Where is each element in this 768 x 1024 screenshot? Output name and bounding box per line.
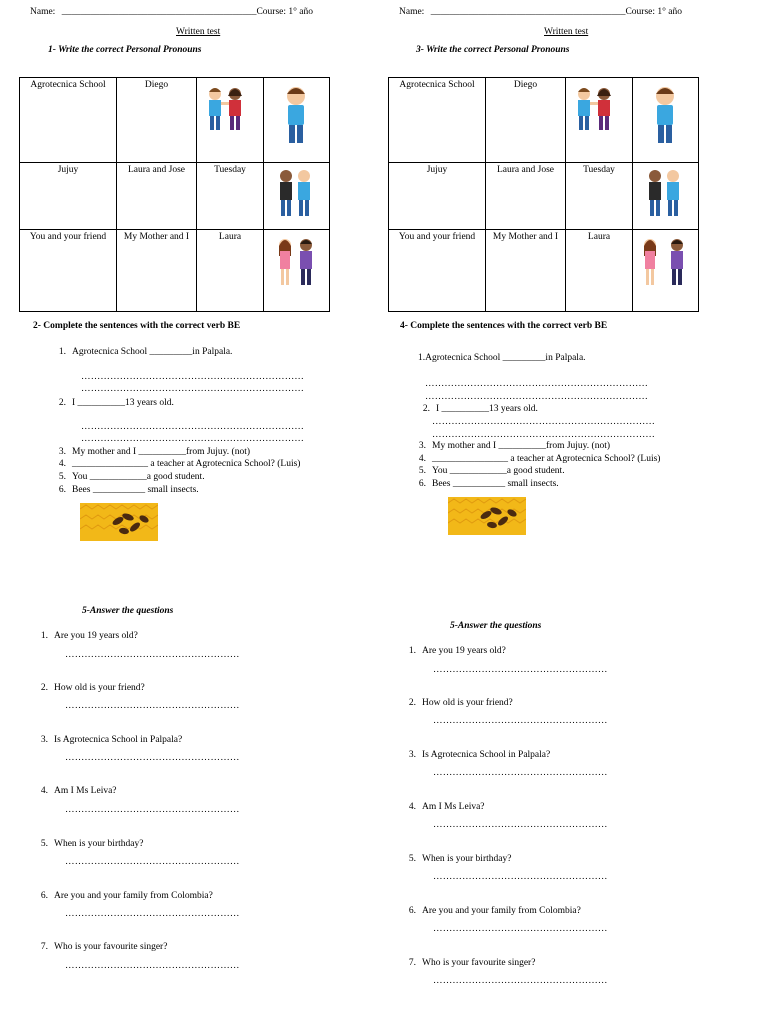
answer-line: …………………………………………………………… <box>425 392 649 402</box>
list-item: 1. Are you 19 years old? <box>408 646 506 656</box>
list-item: 6. Are you and your family from Colombia? <box>40 891 213 901</box>
answer-line: …………………………………………………………… <box>432 430 656 440</box>
boy-picture <box>264 78 330 163</box>
two-boys-picture <box>633 163 699 230</box>
bees-honeycomb-picture <box>80 503 158 541</box>
answer-line: …………………………………………………………… <box>425 379 649 389</box>
boy-picture <box>633 78 699 163</box>
list-item: 3. Is Agrotecnica School in Palpala? <box>40 735 183 745</box>
list-item: 4. Am I Ms Leiva? <box>40 786 117 796</box>
answer-line: ……………………………………………… <box>65 805 240 815</box>
table-cell: Agrotecnica School <box>389 78 486 163</box>
answer-line: …………………………………………………………… <box>81 434 305 444</box>
section4-heading: 4- Complete the sentences with the correct verb BE <box>400 321 608 331</box>
list-item: 3. Is Agrotecnica School in Palpala? <box>408 750 551 760</box>
table-cell: Jujuy <box>20 163 117 230</box>
bees-honeycomb-picture <box>448 497 526 535</box>
pointing-kids-picture <box>197 78 264 163</box>
answer-line: ……………………………………………… <box>65 857 240 867</box>
name-line: _________________________________________ <box>61 7 257 17</box>
list-item: 3. My mother and I __________from Jujuy. (not) <box>418 441 611 451</box>
list-item: 5. You ____________a good student. <box>58 472 205 482</box>
list-item: 5. When is your birthday? <box>408 854 512 864</box>
name-line: _________________________________________ <box>430 7 626 17</box>
table-cell: Laura <box>566 230 633 312</box>
name-row <box>30 7 313 18</box>
answer-line: ……………………………………………… <box>433 716 608 726</box>
answer-line: ……………………………………………… <box>65 753 240 763</box>
answer-line: ……………………………………………… <box>433 665 608 675</box>
list-item: 5. You ____________a good student. <box>418 466 565 476</box>
list-item: 5. When is your birthday? <box>40 839 144 849</box>
list-item: 7. Who is your favourite singer? <box>40 942 168 952</box>
list-item: 3. My mother and I __________from Jujuy. (not) <box>58 447 251 457</box>
course-label: Course: 1° año <box>625 7 683 17</box>
list-item: 2. I __________13 years old. <box>58 398 174 408</box>
section1-heading: 1- Write the correct Personal Pronouns <box>48 45 202 55</box>
table-cell: Tuesday <box>197 163 264 230</box>
answer-line: …………………………………………………………… <box>432 417 656 427</box>
answer-line: …………………………………………………………… <box>81 372 305 382</box>
table-cell: Agrotecnica School <box>20 78 117 163</box>
table-cell: Laura and Jose <box>117 163 197 230</box>
table-cell: Tuesday <box>566 163 633 230</box>
list-item: 4. ________________ a teacher at Agrotecnica School? (Luis) <box>58 459 301 469</box>
pointing-kids-picture <box>566 78 633 163</box>
table-cell: Laura <box>197 230 264 312</box>
list-item: 1. Are you 19 years old? <box>40 631 138 641</box>
answer-line: ……………………………………………… <box>65 701 240 711</box>
section5-heading: 5-Answer the questions <box>450 621 542 631</box>
name-label: Name: <box>399 7 425 17</box>
list-item: 7. Who is your favourite singer? <box>408 958 536 968</box>
list-item: 4. Am I Ms Leiva? <box>408 802 485 812</box>
section5-heading: 5-Answer the questions <box>82 606 174 616</box>
table-cell: My Mother and I <box>486 230 566 312</box>
answer-line: ……………………………………………… <box>65 961 240 971</box>
answer-line: …………………………………………………………… <box>81 384 305 394</box>
list-item: 2. How old is your friend? <box>40 683 145 693</box>
list-item: 2. I __________13 years old. <box>422 404 538 414</box>
answer-line: …………………………………………………………… <box>81 422 305 432</box>
two-boys-picture <box>264 163 330 230</box>
list-item: 6. Bees ___________ small insects. <box>418 479 559 489</box>
pronoun-table <box>388 77 699 312</box>
girl-boy-picture <box>264 230 330 312</box>
answer-line: ……………………………………………… <box>433 924 608 934</box>
table-cell: You and your friend <box>20 230 117 312</box>
course-label: Course: 1° año <box>256 7 314 17</box>
list-item: 1.Agrotecnica School _________in Palpala. <box>418 353 586 363</box>
table-cell: My Mother and I <box>117 230 197 312</box>
answer-line: ……………………………………………… <box>433 820 608 830</box>
table-cell: You and your friend <box>389 230 486 312</box>
table-cell: Jujuy <box>389 163 486 230</box>
name-row <box>399 7 682 18</box>
section3-heading: 3- Write the correct Personal Pronouns <box>416 45 570 55</box>
list-item: 4. ________________ a teacher at Agrotecnica School? (Luis) <box>418 454 661 464</box>
list-item: 1. Agrotecnica School _________in Palpala. <box>58 347 233 357</box>
table-cell: Diego <box>486 78 566 163</box>
list-item: 6. Are you and your family from Colombia? <box>408 906 581 916</box>
answer-line: ……………………………………………… <box>65 909 240 919</box>
name-label: Name: <box>30 7 56 17</box>
right-worksheet <box>384 0 768 1024</box>
page-title: Written test <box>176 27 221 37</box>
table-cell: Laura and Jose <box>486 163 566 230</box>
answer-line: ……………………………………………… <box>433 872 608 882</box>
girl-boy-picture <box>633 230 699 312</box>
answer-line: ……………………………………………… <box>433 768 608 778</box>
answer-line: ……………………………………………… <box>65 650 240 660</box>
page-title: Written test <box>544 27 589 37</box>
list-item: 2. How old is your friend? <box>408 698 513 708</box>
table-cell: Diego <box>117 78 197 163</box>
section2-heading: 2- Complete the sentences with the correct verb BE <box>33 321 241 331</box>
pronoun-table <box>19 77 330 312</box>
answer-line: ……………………………………………… <box>433 976 608 986</box>
list-item: 6. Bees ___________ small insects. <box>58 485 199 495</box>
